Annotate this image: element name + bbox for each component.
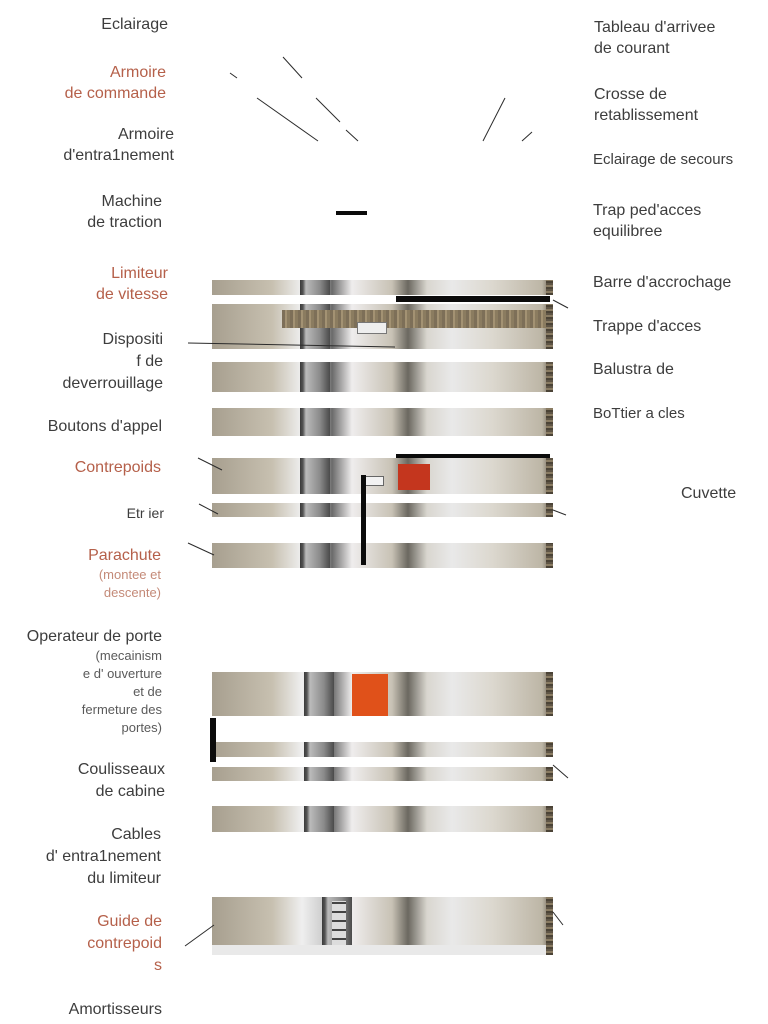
label-line: Armoire: [117, 126, 174, 143]
label-line: Crosse de: [594, 86, 667, 103]
leader-line: [553, 765, 568, 778]
label-line: Etr ier: [126, 505, 164, 521]
label-sub-line: descente): [103, 585, 161, 600]
label-line: de cabine: [95, 783, 165, 800]
label-sub-line: (montee et: [98, 567, 161, 582]
label-line: Eclairage: [101, 16, 168, 33]
leader-line: [553, 300, 568, 308]
label-line: Cables: [111, 826, 161, 843]
label-line: Amortisseurs: [68, 1001, 162, 1018]
label-line: d' entra1nement: [45, 848, 161, 865]
leader-line: [188, 343, 395, 347]
label-line: de courant: [594, 40, 670, 57]
label-line: Limiteur: [111, 265, 168, 282]
leader-line: [553, 510, 566, 515]
leader-line: [188, 543, 214, 555]
leader-line: [346, 130, 358, 141]
label-sub-line: fermeture des: [81, 702, 162, 717]
label-line: contrepoid: [87, 935, 162, 952]
leader-line: [483, 98, 505, 141]
leader-line: [198, 458, 222, 470]
label-line: Trappe d'acces: [593, 318, 702, 335]
leader-line: [553, 912, 563, 925]
label-sub-line: portes): [121, 720, 162, 735]
leader-line: [283, 57, 302, 78]
leader-line: [257, 98, 318, 141]
label-line: Armoire: [109, 64, 166, 81]
label-line: Boutons d'appel: [47, 418, 162, 435]
label-line: Coulisseaux: [77, 761, 165, 778]
label-line: Parachute: [88, 547, 161, 564]
label-line: f de: [136, 353, 163, 370]
label-line: Contrepoids: [74, 459, 161, 476]
label-sub-line: (mecainism: [95, 648, 162, 663]
label-line: Operateur de porte: [26, 628, 162, 645]
leader-line: [230, 73, 237, 78]
label-line: de vitesse: [95, 286, 168, 303]
label-line: d'entra1nement: [63, 147, 174, 164]
label-line: du limiteur: [87, 870, 161, 887]
label-line: Guide de: [97, 913, 162, 930]
label-line: deverrouillage: [62, 375, 163, 392]
label-line: retablissement: [594, 107, 699, 124]
label-line: s: [154, 957, 162, 974]
label-line: Machine: [101, 193, 162, 210]
label-line: Eclairage de secours: [593, 151, 734, 168]
label-line: equilibree: [593, 223, 663, 240]
label-line: de commande: [64, 85, 166, 102]
label-line: Barre d'accrochage: [593, 274, 732, 291]
label-line: Tableau d'arrivee: [594, 19, 716, 36]
leader-line: [185, 925, 214, 946]
leader-line: [199, 504, 218, 514]
label-line: de traction: [87, 214, 162, 231]
label-line: Cuvette: [681, 485, 737, 502]
label-line: Dispositi: [102, 331, 163, 348]
leader-line: [522, 132, 532, 141]
leader-line: [316, 98, 340, 122]
label-line: Trap ped'acces: [593, 202, 702, 219]
label-sub-line: e d' ouverture: [82, 666, 162, 681]
label-line: Balustra de: [593, 361, 674, 378]
label-line: BoTtier a cles: [593, 405, 685, 422]
label-sub-line: et de: [133, 684, 162, 699]
